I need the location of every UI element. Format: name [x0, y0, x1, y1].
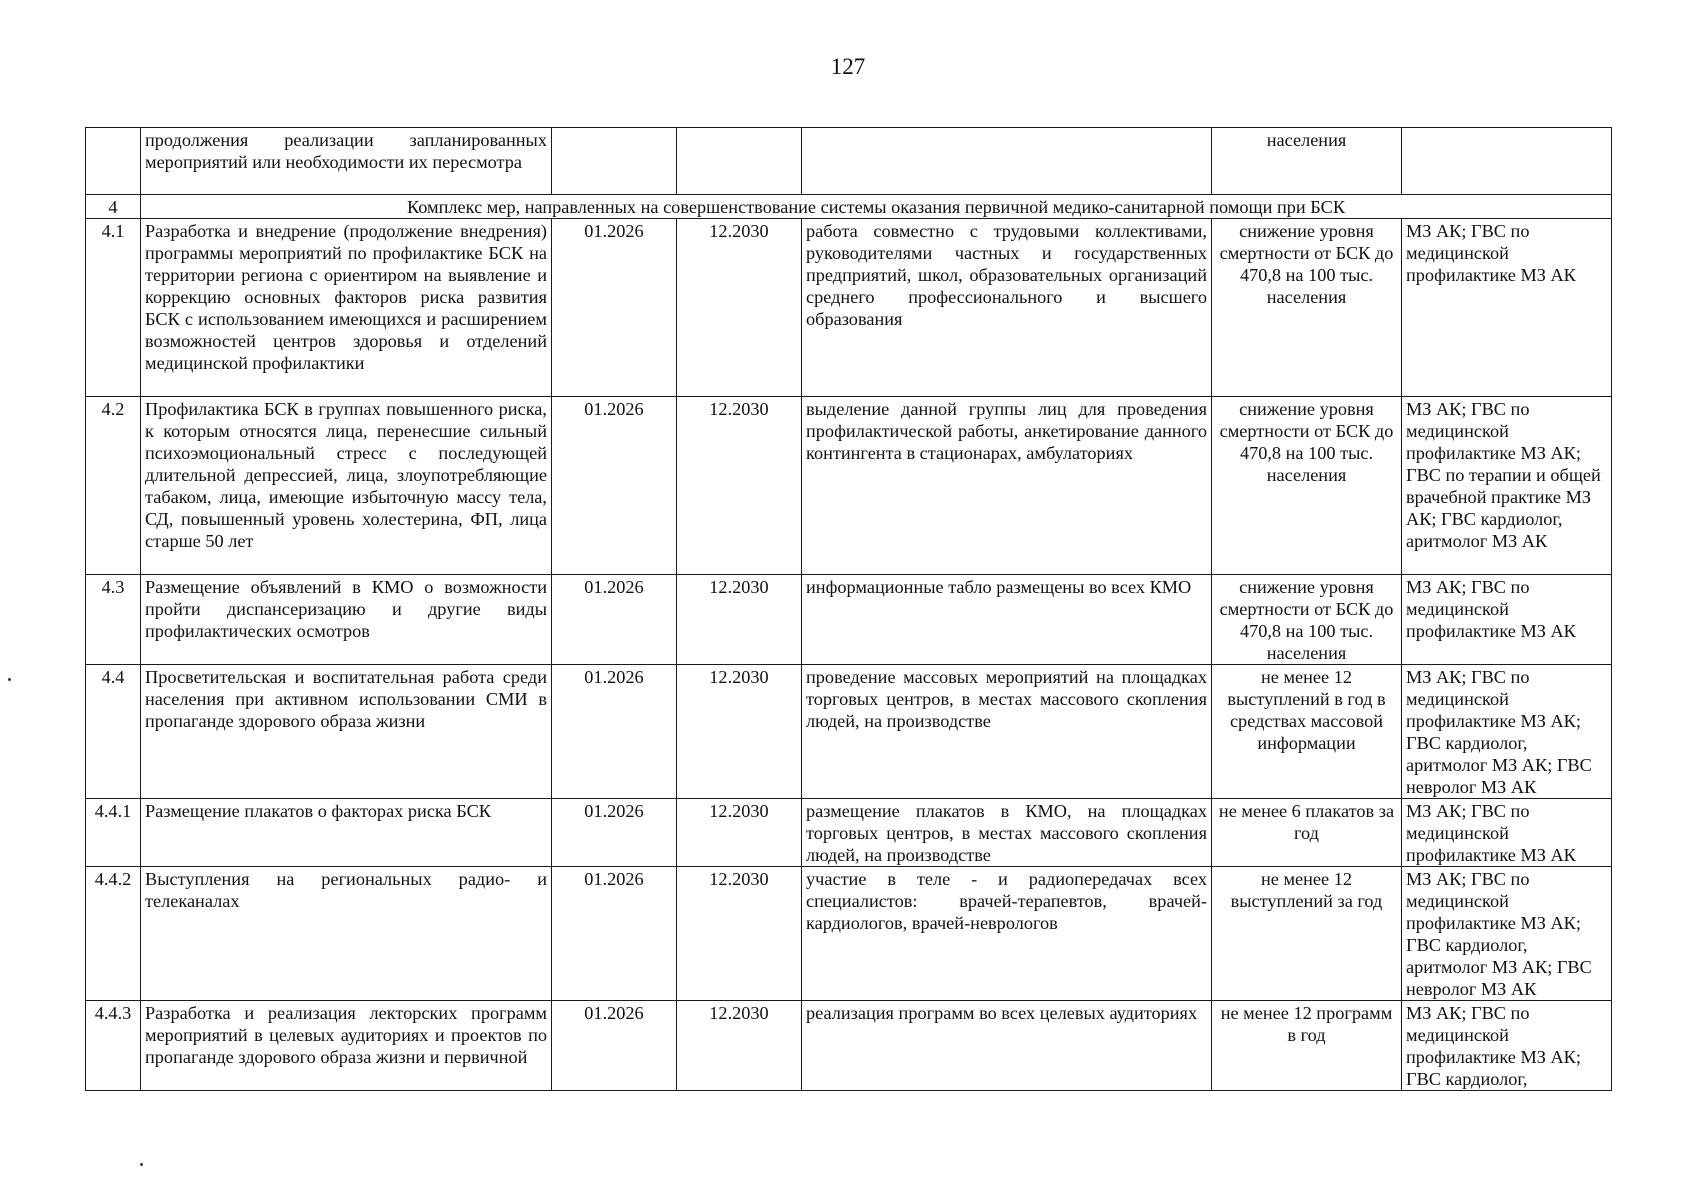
cell-result: снижение уровня смертности от БСК до 470,8 на 100 тыс. населения: [1212, 397, 1402, 575]
cell-start: 01.2026: [552, 665, 677, 799]
cell-name: продолжения реализации запланированных мероприятий или необходимости их пересмотра: [141, 128, 552, 195]
cell-action: реализация программ во всех целевых аудиториях: [802, 1001, 1212, 1091]
scan-speck: [140, 1163, 143, 1166]
cell-action: выделение данной группы лиц для проведения профилактической работы, анкетирование данного контингента в стационарах, амбулаториях: [802, 397, 1212, 575]
cell-start: 01.2026: [552, 799, 677, 867]
cell-action: проведение массовых мероприятий на площадках торговых центров, в местах массового скопления людей, на производстве: [802, 665, 1212, 799]
cell-resp: МЗ АК; ГВС по медицинской профилактике МЗ АК; ГВС кардиолог, аритмолог МЗ АК; ГВС невролог МЗ АК: [1402, 867, 1612, 1001]
cell-name: Профилактика БСК в группах повышенного риска, к которым относятся лица, перенесшие сильный психоэмоциональный стресс с последующей длительной депрессией, лица, злоупотребляющие табаком, лица, имеющие избыточную массу тела, СД, повышенный уровень холестерина, ФП, лица старше 50 лет: [141, 397, 552, 575]
cell-name: Просветительская и воспитательная работа среди населения при активном использовании СМИ в пропаганде здорового образа жизни: [141, 665, 552, 799]
cell-end: 12.2030: [677, 867, 802, 1001]
cell-end: 12.2030: [677, 799, 802, 867]
cell-action: информационные табло размещены во всех КМО: [802, 575, 1212, 665]
table-row: [86, 575, 1612, 665]
cell-num: 4.1: [86, 219, 141, 397]
cell-result: населения: [1212, 128, 1402, 195]
cell-end: 12.2030: [677, 219, 802, 397]
cell-action: участие в теле - и радиопередачах всех специалистов: врачей-терапевтов, врачей-кардиологов, врачей-неврологов: [802, 867, 1212, 1001]
cell-resp: МЗ АК; ГВС по медицинской профилактике МЗ АК; ГВС по терапии и общей врачебной практике МЗ АК; ГВС кардиолог, аритмолог МЗ АК: [1402, 397, 1612, 575]
cell-start: [552, 128, 677, 195]
measures-table: [85, 127, 1612, 1091]
cell-end: 12.2030: [677, 1001, 802, 1091]
cell-resp: МЗ АК; ГВС по медицинской профилактике МЗ АК: [1402, 575, 1612, 665]
section-row: [86, 195, 1612, 219]
table-row: [86, 397, 1612, 575]
cell-num: 4.4.2: [86, 867, 141, 1001]
cell-action: работа совместно с трудовыми коллективами, руководителями частных и государственных предприятий, школ, образовательных организаций среднего профессионального и высшего образования: [802, 219, 1212, 397]
section-title: Комплекс мер, направленных на совершенствование системы оказания первичной медико-санитарной помощи при БСК: [141, 195, 1612, 219]
cell-result: снижение уровня смертности от БСК до 470,8 на 100 тыс. населения: [1212, 575, 1402, 665]
table-row: [86, 219, 1612, 397]
cell-num: 4.4.3: [86, 1001, 141, 1091]
cell-start: 01.2026: [552, 219, 677, 397]
table-row: [86, 867, 1612, 1001]
cell-start: 01.2026: [552, 575, 677, 665]
cell-action: [802, 128, 1212, 195]
cell-num: 4.4.1: [86, 799, 141, 867]
cell-result: не менее 12 выступлений за год: [1212, 867, 1402, 1001]
table-row: [86, 1001, 1612, 1091]
cell-end: 12.2030: [677, 665, 802, 799]
cell-name: Выступления на региональных радио- и телеканалах: [141, 867, 552, 1001]
cell-resp: МЗ АК; ГВС по медицинской профилактике МЗ АК; ГВС кардиолог, аритмолог МЗ АК; ГВС невролог МЗ АК: [1402, 665, 1612, 799]
cell-num: 4.3: [86, 575, 141, 665]
cell-result: не менее 6 плакатов за год: [1212, 799, 1402, 867]
cell-name: Размещение объявлений в КМО о возможности пройти диспансеризацию и другие виды профилактических осмотров: [141, 575, 552, 665]
cell-name: Разработка и внедрение (продолжение внедрения) программы мероприятий по профилактике БСК на территории региона с ориентиром на выявление и коррекцию основных факторов риска развития БСК с использованием имеющихся и расширением возможностей центров здоровья и отделений медицинской профилактики: [141, 219, 552, 397]
table-row-continuation: [86, 128, 1612, 195]
cell-name: Разработка и реализация лекторских программ мероприятий в целевых аудиториях и проектов по пропаганде здорового образа жизни и первичной: [141, 1001, 552, 1091]
cell-resp: [1402, 128, 1612, 195]
cell-end: 12.2030: [677, 575, 802, 665]
cell-num: 4.2: [86, 397, 141, 575]
cell-num: [86, 128, 141, 195]
cell-action: размещение плакатов в КМО, на площадках торговых центров, в местах массового скопления людей, на производстве: [802, 799, 1212, 867]
page-number: 127: [830, 54, 866, 79]
cell-resp: МЗ АК; ГВС по медицинской профилактике МЗ АК: [1402, 799, 1612, 867]
cell-result: не менее 12 выступлений в год в средствах массовой информации: [1212, 665, 1402, 799]
cell-result: не менее 12 программ в год: [1212, 1001, 1402, 1091]
cell-result: снижение уровня смертности от БСК до 470,8 на 100 тыс. населения: [1212, 219, 1402, 397]
cell-resp: МЗ АК; ГВС по медицинской профилактике МЗ АК: [1402, 219, 1612, 397]
cell-name: Размещение плакатов о факторах риска БСК: [141, 799, 552, 867]
cell-start: 01.2026: [552, 397, 677, 575]
table-row: [86, 799, 1612, 867]
cell-start: 01.2026: [552, 1001, 677, 1091]
table-row: [86, 665, 1612, 799]
scan-speck: [8, 678, 11, 681]
cell-start: 01.2026: [552, 867, 677, 1001]
cell-end: [677, 128, 802, 195]
cell-resp: МЗ АК; ГВС по медицинской профилактике МЗ АК; ГВС кардиолог,: [1402, 1001, 1612, 1091]
cell-end: 12.2030: [677, 397, 802, 575]
cell-num: 4.4: [86, 665, 141, 799]
section-num: 4: [86, 195, 141, 219]
